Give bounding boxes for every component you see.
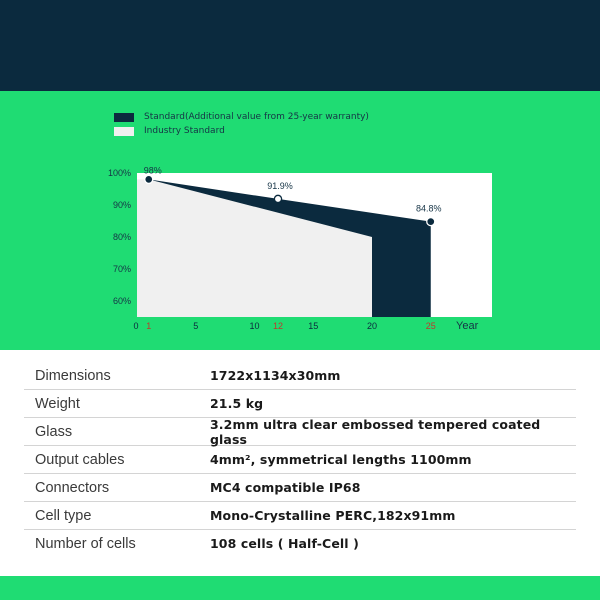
data-point: [274, 195, 281, 202]
spec-label: Glass: [35, 423, 73, 440]
x-axis-label: Year: [456, 320, 479, 332]
spec-value: 1722x1134x30mm: [210, 368, 341, 383]
header-band: [0, 0, 600, 91]
x-tick-label: 5: [193, 321, 199, 331]
spec-value: 4mm², symmetrical lengths 1100mm: [210, 452, 472, 467]
legend-swatch-industry: [114, 127, 134, 136]
spec-label: Dimensions: [35, 367, 111, 384]
x-tick-label: 1: [146, 321, 152, 331]
footer-band: [0, 576, 600, 600]
x-tick-label: 10: [249, 321, 260, 331]
spec-row-cell-type: [24, 502, 576, 530]
x-tick-label: 15: [308, 321, 319, 331]
spec-row-output-cables: [24, 446, 576, 474]
spec-label: Number of cells: [35, 535, 136, 552]
spec-row-dimensions: [24, 362, 576, 390]
spec-label: Weight: [35, 395, 80, 412]
legend-item-standard: [114, 110, 369, 124]
spec-value: 3.2mm ultra clear embossed tempered coated glass: [210, 416, 541, 447]
spec-row-glass: [24, 418, 576, 446]
y-tick-label: 80%: [112, 232, 131, 242]
spec-value: 21.5 kg: [210, 396, 264, 411]
x-tick-label: 0: [133, 321, 139, 331]
legend-label-industry: Industry Standard: [144, 126, 225, 136]
y-tick-label: 60%: [112, 296, 131, 306]
spec-table: [24, 362, 576, 557]
legend-item-industry: [114, 124, 369, 138]
spec-label: Output cables: [35, 451, 125, 468]
spec-value: MC4 compatible IP68: [210, 480, 361, 495]
spec-label: Connectors: [35, 479, 110, 496]
y-tick-label: 70%: [112, 264, 131, 274]
legend-label-standard: Standard(Additional value from 25-year warranty): [144, 112, 369, 122]
spec-row-connectors: [24, 474, 576, 502]
spec-value: Mono-Crystalline PERC,182x91mm: [210, 508, 456, 523]
y-tick-label: 100%: [107, 168, 131, 178]
y-tick-label: 90%: [112, 200, 131, 210]
x-tick-label: 20: [366, 321, 378, 331]
x-tick-label: 25: [425, 321, 436, 331]
spec-label: Cell type: [35, 507, 92, 524]
data-label: 84.8%: [415, 203, 442, 214]
data-label: 91.9%: [267, 180, 293, 191]
data-point: [427, 218, 435, 226]
x-tick-label: 12: [272, 321, 284, 331]
warranty-chart: [0, 150, 600, 340]
spec-row-number-of-cells: [24, 530, 576, 557]
spec-value: 108 cells ( Half-Cell ): [210, 536, 359, 551]
data-label: 98%: [143, 165, 162, 176]
spec-row-weight: [24, 390, 576, 418]
chart-legend: [114, 110, 369, 138]
legend-swatch-standard: [114, 113, 134, 122]
data-point: [145, 175, 153, 183]
